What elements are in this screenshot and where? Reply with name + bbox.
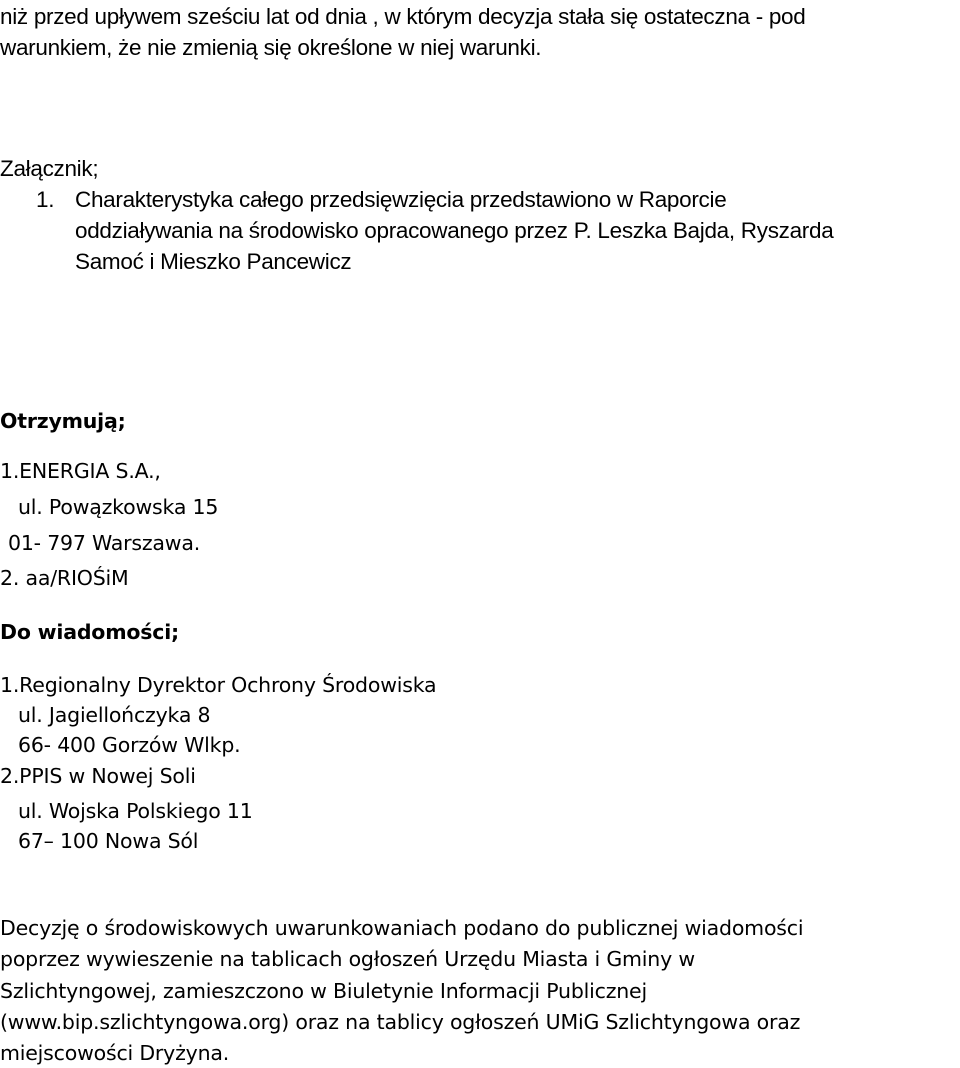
info-recipient-1-name: 1.Regionalny Dyrektor Ochrony Środowiska: [0, 673, 437, 697]
recipient-1-name: 1.ENERGIA S.A.,: [0, 459, 161, 483]
info-recipient-2-name: 2.PPIS w Nowej Soli: [0, 764, 196, 788]
info-recipient-2-street: ul. Wojska Polskiego 11: [18, 799, 253, 823]
recipients-heading: Otrzymują;: [0, 409, 126, 433]
publication-notice-line-5: miejscowości Dryżyna.: [0, 1041, 230, 1065]
recipient-2: 2. aa/RIOŚiM: [0, 566, 129, 590]
attachment-item-line-2: oddziaływania na środowisko opracowanego przez P. Leszka Bajda, Ryszarda: [75, 218, 834, 243]
info-recipient-1-city: 66- 400 Gorzów Wlkp.: [18, 733, 241, 757]
attachment-item-number: 1.: [36, 187, 55, 212]
info-recipient-2-city: 67– 100 Nowa Sól: [18, 829, 199, 853]
decision-text-line-2: warunkiem, że nie zmienią się określone w niej warunki.: [0, 35, 542, 60]
attachment-item-line-3: Samoć i Mieszko Pancewicz: [75, 249, 352, 274]
publication-notice-line-4: (www.bip.szlichtyngowa.org) oraz na tablicy ogłoszeń UMiG Szlichtyngowa oraz: [0, 1010, 801, 1034]
publication-notice-line-1: Decyzję o środowiskowych uwarunkowaniach podano do publicznej wiadomości: [0, 916, 804, 940]
decision-text-line-1: niż przed upływem sześciu lat od dnia , w którym decyzja stała się ostateczna - pod: [0, 4, 806, 29]
recipient-1-street: ul. Powązkowska 15: [18, 495, 219, 519]
publication-notice-line-3: Szlichtyngowej, zamieszczono w Biuletynie Informacji Publicznej: [0, 979, 647, 1003]
publication-notice-line-2: poprzez wywieszenie na tablicach ogłoszeń Urzędu Miasta i Gminy w: [0, 947, 695, 971]
attachment-heading: Załącznik;: [0, 156, 99, 181]
info-recipient-1-street: ul. Jagiellończyka 8: [18, 703, 211, 727]
attachment-item-line-1: Charakterystyka całego przedsięwzięcia przedstawiono w Raporcie: [75, 187, 727, 212]
for-information-heading: Do wiadomości;: [0, 620, 180, 644]
recipient-1-city: 01- 797 Warszawa.: [8, 531, 201, 555]
